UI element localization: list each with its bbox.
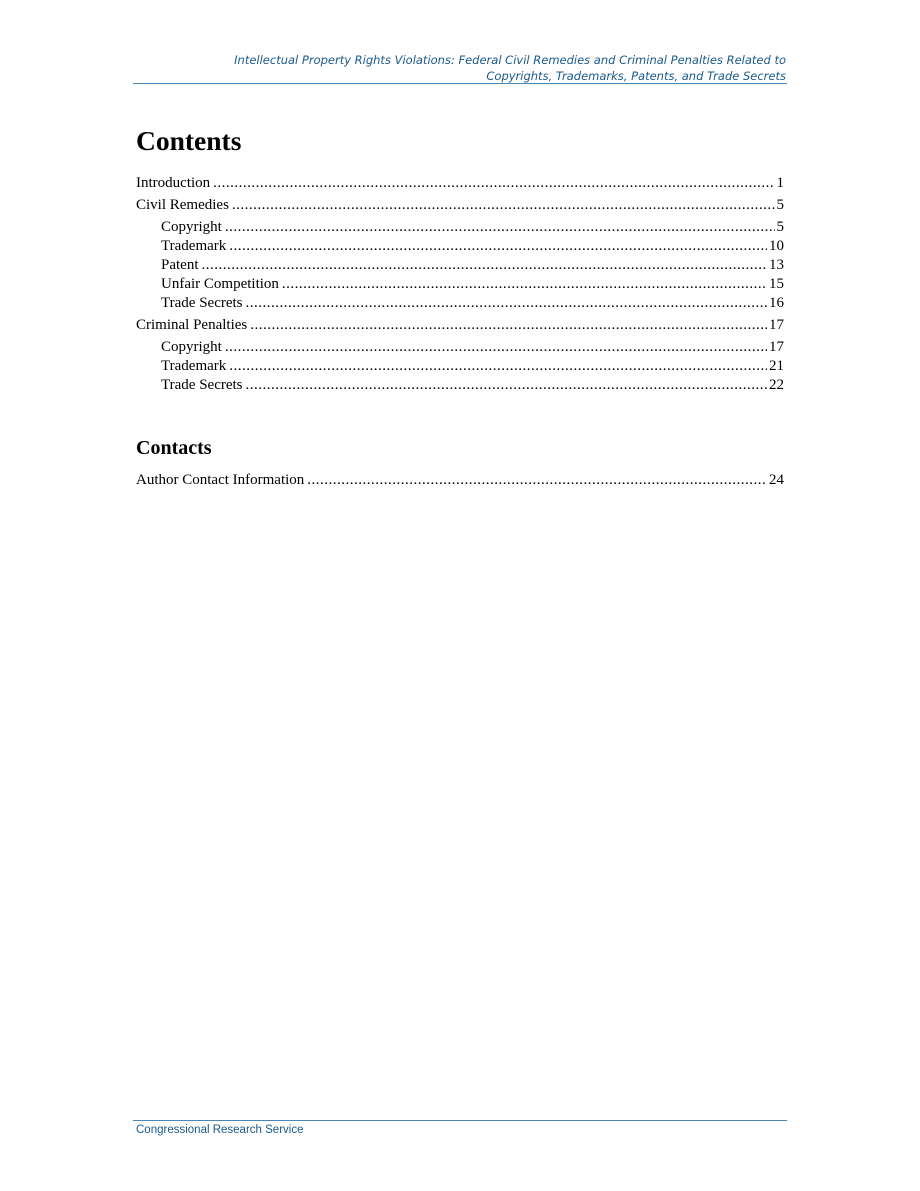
- toc-entry[interactable]: [136, 275, 784, 294]
- contacts-list: [136, 471, 784, 490]
- dot-leader: [307, 471, 767, 490]
- running-header: [135, 53, 786, 84]
- toc-entry[interactable]: [136, 376, 784, 395]
- toc-entry[interactable]: [136, 316, 784, 335]
- footer-publisher: Congressional Research Service: [136, 1124, 304, 1136]
- dot-leader: [250, 316, 767, 335]
- dot-leader: [202, 256, 768, 275]
- toc-entry[interactable]: [136, 357, 784, 376]
- toc-entry-page-number: 24: [769, 472, 784, 488]
- toc-entry-title: Trademark: [161, 238, 227, 254]
- header-divider: [133, 83, 787, 84]
- toc-entry[interactable]: [136, 218, 784, 237]
- toc-entry[interactable]: [136, 338, 784, 357]
- toc-entry-page-number: 10: [769, 238, 784, 254]
- dot-leader: [213, 174, 774, 193]
- toc-entry[interactable]: [136, 196, 784, 215]
- toc-entry-title: Unfair Competition: [161, 276, 279, 292]
- toc-entry-title: Copyright: [161, 339, 222, 355]
- toc-entry-title: Trademark: [161, 358, 227, 374]
- running-header-line-1: Intellectual Property Rights Violations: Federal Civil Remedies and Criminal Penalties Related to: [234, 53, 786, 67]
- toc-entry-title: Introduction: [136, 175, 211, 191]
- toc-entry[interactable]: [136, 471, 784, 490]
- toc-entry-page-number: 1: [776, 175, 784, 191]
- footer-divider: [133, 1120, 787, 1121]
- dot-leader: [229, 237, 767, 256]
- toc-entry-title: Trade Secrets: [161, 377, 243, 393]
- toc-entry-page-number: 21: [769, 358, 784, 374]
- dot-leader: [225, 218, 775, 237]
- toc-entry-title: Author Contact Information: [136, 472, 305, 488]
- dot-leader: [232, 196, 775, 215]
- dot-leader: [229, 357, 767, 376]
- toc-entry-title: Trade Secrets: [161, 295, 243, 311]
- toc-entry-page-number: 13: [769, 257, 784, 273]
- dot-leader: [282, 275, 767, 294]
- toc-entry-page-number: 16: [769, 295, 784, 311]
- toc-entry-page-number: 17: [769, 317, 784, 333]
- running-header-line-2: Copyrights, Trademarks, Patents, and Trade Secrets: [486, 68, 786, 83]
- toc-entry-title: Criminal Penalties: [136, 317, 248, 333]
- toc-entry-title: Copyright: [161, 219, 222, 235]
- toc-entry-page-number: 22: [769, 377, 784, 393]
- contents-heading: Contents: [136, 125, 242, 156]
- toc-entry-title: Civil Remedies: [136, 197, 229, 213]
- toc-entry-page-number: 15: [769, 276, 784, 292]
- toc-entry-title: Patent: [161, 257, 199, 273]
- toc-entry-page-number: 5: [776, 197, 784, 213]
- toc-entry[interactable]: [136, 174, 784, 193]
- dot-leader: [246, 376, 767, 395]
- contacts-heading: Contacts: [136, 437, 212, 459]
- toc-entry[interactable]: [136, 294, 784, 313]
- table-of-contents: [136, 174, 784, 395]
- toc-entry-page-number: 5: [776, 219, 784, 235]
- dot-leader: [225, 338, 767, 357]
- toc-entry-page-number: 17: [769, 339, 784, 355]
- toc-entry[interactable]: [136, 256, 784, 275]
- dot-leader: [246, 294, 767, 313]
- toc-entry[interactable]: [136, 237, 784, 256]
